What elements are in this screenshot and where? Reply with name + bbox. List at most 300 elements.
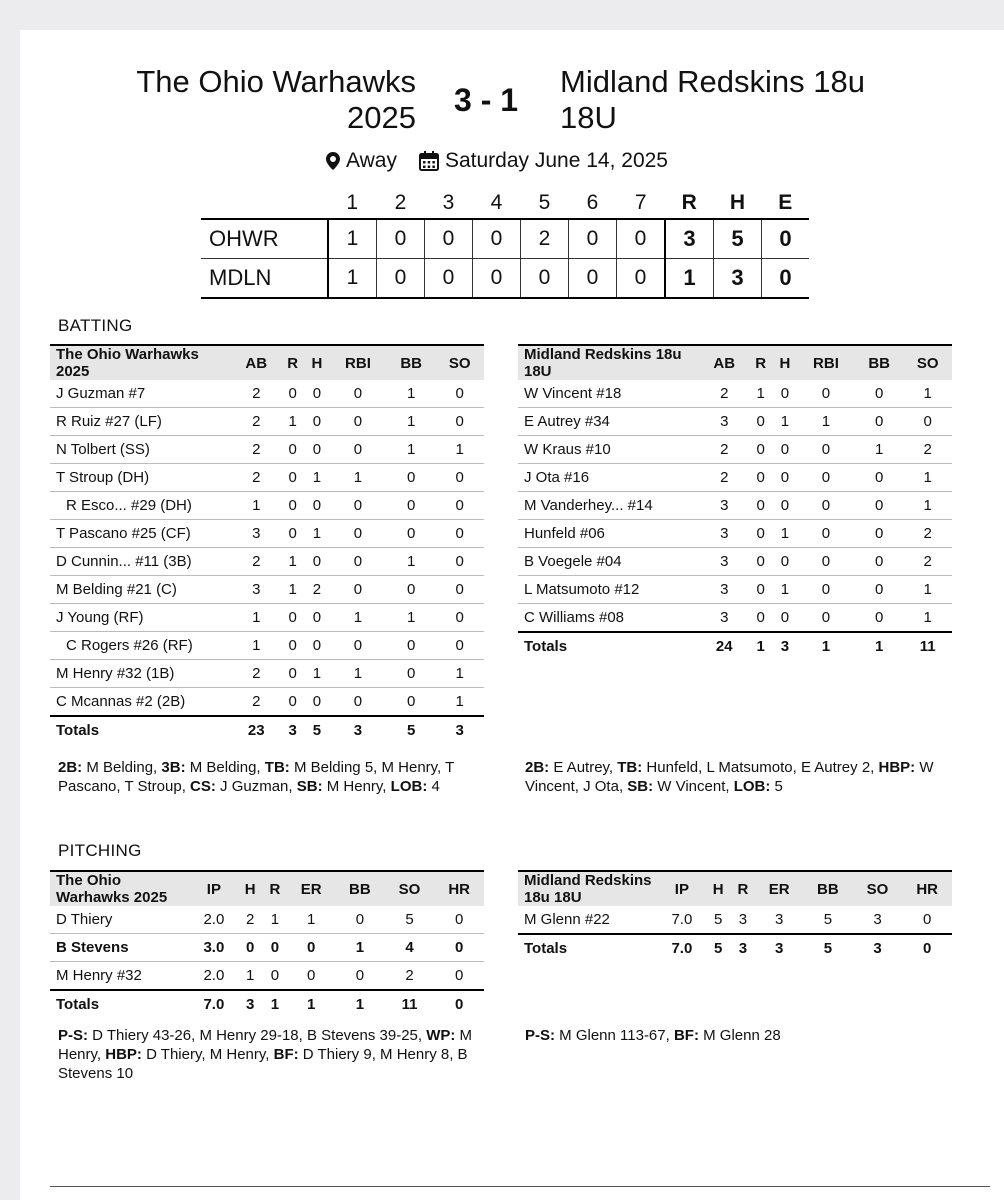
stat-cell: 0 (281, 464, 305, 492)
note-value: Hunfeld, L Matsumoto, E Autrey 2, (642, 759, 879, 776)
stat-cell: 0 (335, 962, 385, 991)
stat-cell: 0 (749, 520, 773, 548)
linescore-table (201, 188, 809, 299)
inning-score: 0 (569, 259, 617, 299)
player-name: Hunfeld #06 (518, 520, 700, 548)
runs-total: 3 (665, 219, 714, 259)
stat-cell: 1 (773, 520, 797, 548)
stat-cell: 0 (903, 408, 952, 436)
stat-cell: 0 (797, 436, 855, 464)
player-name: D Thiery (50, 906, 190, 934)
player-name: D Cunnin... #11 (3B) (50, 548, 232, 576)
table-row (50, 408, 484, 436)
stat-cell: 2.0 (190, 962, 238, 991)
stat-cell: 0 (902, 906, 952, 934)
table-row (50, 906, 484, 934)
stat-cell: 1 (855, 436, 904, 464)
note-key: 3B: (161, 759, 186, 776)
linescore-header-row (201, 188, 809, 219)
stat-cell: 1 (232, 604, 281, 632)
stat-cell: 2.0 (190, 906, 238, 934)
totals-cell: 11 (385, 990, 435, 1018)
stat-cell: 5 (706, 906, 731, 934)
stat-cell: 1 (387, 604, 436, 632)
totals-cell: 11 (903, 632, 952, 660)
stat-cell: 0 (855, 576, 904, 604)
stat-cell: 0 (749, 548, 773, 576)
stat-cell: 3.0 (190, 934, 238, 962)
note-key: TB: (264, 759, 290, 776)
totals-cell: 5 (803, 934, 853, 962)
runs-header: R (681, 191, 697, 214)
stat-cell: 0 (281, 520, 305, 548)
totals-cell: 3 (853, 934, 903, 962)
calendar-icon (419, 151, 439, 171)
note-value: M Belding, (185, 759, 265, 776)
stat-cell: 0 (855, 520, 904, 548)
stat-cell: 1 (281, 548, 305, 576)
errors-header: E (778, 191, 793, 214)
totals-cell: 7.0 (190, 990, 238, 1018)
stat-cell: 5 (803, 906, 853, 934)
column-header: R (263, 871, 288, 906)
table-row (518, 520, 952, 548)
inning-score: 0 (377, 219, 425, 259)
table-row (50, 548, 484, 576)
player-name: C Williams #08 (518, 604, 700, 633)
column-header: H (773, 345, 797, 380)
table-header-row (50, 871, 484, 906)
stat-cell: 2 (232, 408, 281, 436)
stat-cell: 0 (329, 688, 387, 717)
stat-cell: 2 (700, 464, 749, 492)
stat-cell: 0 (797, 548, 855, 576)
stat-cell: 0 (749, 604, 773, 633)
away-team-line2: 18U (560, 100, 617, 135)
totals-cell: 7.0 (658, 934, 706, 962)
stat-cell: 0 (855, 408, 904, 436)
stat-cell: 1 (435, 660, 484, 688)
location-pin-icon (326, 152, 340, 170)
table-body (518, 380, 952, 660)
away-pitching-notes (525, 1026, 945, 1045)
home-team-name (136, 64, 416, 136)
table-row (50, 436, 484, 464)
column-header: BB (855, 345, 904, 380)
team-column-header: Midland Redskins 18u 18U (518, 871, 658, 906)
note-value: M Glenn 28 (698, 1027, 781, 1044)
table-row (50, 962, 484, 991)
linescore-row-away (201, 259, 809, 299)
stat-cell: 0 (329, 632, 387, 660)
note-value: 4 (427, 778, 440, 795)
stat-cell: 0 (435, 492, 484, 520)
stat-cell: 0 (335, 906, 385, 934)
stat-cell: 3 (700, 408, 749, 436)
column-header: H (238, 871, 263, 906)
table-header-row (518, 871, 952, 906)
inning-score: 1 (328, 259, 377, 299)
player-name: B Stevens (50, 934, 190, 962)
stat-cell: 1 (797, 408, 855, 436)
stat-cell: 0 (387, 632, 436, 660)
note-key: BF: (673, 1027, 699, 1044)
column-header: SO (903, 345, 952, 380)
inning-score: 0 (473, 219, 521, 259)
stat-cell: 0 (329, 520, 387, 548)
player-name: B Voegele #04 (518, 548, 700, 576)
inning-score: 2 (521, 219, 569, 259)
stat-cell: 2 (903, 436, 952, 464)
stat-cell: 0 (387, 660, 436, 688)
player-name: R Esco... #29 (DH) (50, 492, 232, 520)
player-name: N Tolbert (SS) (50, 436, 232, 464)
totals-row (50, 716, 484, 744)
table-row (518, 436, 952, 464)
totals-cell: 3 (435, 716, 484, 744)
note-key: P-S: (58, 1027, 88, 1044)
player-name: J Ota #16 (518, 464, 700, 492)
note-value: D Thiery 43-26, M Henry 29-18, B Stevens 39-25, (88, 1027, 427, 1044)
column-header: RBI (797, 345, 855, 380)
column-header: IP (190, 871, 238, 906)
totals-label: Totals (50, 990, 190, 1018)
stat-cell: 2 (232, 380, 281, 408)
stat-cell: 2 (903, 520, 952, 548)
totals-cell: 5 (387, 716, 436, 744)
stat-cell: 1 (232, 632, 281, 660)
stat-cell: 0 (435, 408, 484, 436)
stat-cell: 0 (329, 548, 387, 576)
totals-cell: 1 (263, 990, 288, 1018)
table-row (50, 660, 484, 688)
note-key: SB: (296, 778, 323, 795)
totals-row (518, 632, 952, 660)
away-team-line1: Midland Redskins 18u (560, 64, 866, 99)
totals-label: Totals (518, 934, 658, 962)
note-key: TB: (617, 759, 643, 776)
stat-cell: 3 (755, 906, 803, 934)
column-header: ER (755, 871, 803, 906)
player-name: E Autrey #34 (518, 408, 700, 436)
table-row (518, 380, 952, 408)
column-header: SO (385, 871, 435, 906)
column-header: HR (902, 871, 952, 906)
inning-header: 4 (490, 191, 503, 214)
stat-cell: 0 (329, 436, 387, 464)
note-value: E Autrey, (549, 759, 618, 776)
stat-cell: 0 (773, 436, 797, 464)
note-value: M Belding, (82, 759, 162, 776)
inning-score: 0 (377, 259, 425, 299)
player-name: M Belding #21 (C) (50, 576, 232, 604)
totals-cell: 0 (434, 990, 484, 1018)
column-header: AB (700, 345, 749, 380)
stat-cell: 0 (797, 520, 855, 548)
player-name: M Vanderhey... #14 (518, 492, 700, 520)
table-row (50, 464, 484, 492)
stat-cell: 0 (263, 962, 288, 991)
stat-cell: 3 (700, 548, 749, 576)
note-key: HBP: (878, 759, 916, 776)
stat-cell: 0 (281, 660, 305, 688)
player-name: L Matsumoto #12 (518, 576, 700, 604)
table-body (518, 906, 952, 962)
stat-cell: 0 (855, 548, 904, 576)
pitching-section-title: PITCHING (58, 841, 142, 860)
column-header: R (749, 345, 773, 380)
stat-cell: 2 (700, 436, 749, 464)
note-value: 5 (770, 778, 783, 795)
note-value: M Henry, (322, 778, 391, 795)
column-header: IP (658, 871, 706, 906)
inning-header: 3 (442, 191, 455, 214)
note-value: M Henry, (58, 1027, 473, 1063)
stat-cell: 0 (434, 906, 484, 934)
stat-cell: 3 (232, 576, 281, 604)
note-value: J Guzman, (215, 778, 297, 795)
stat-cell: 1 (263, 906, 288, 934)
stat-cell: 3 (700, 604, 749, 633)
game-date: Saturday June 14, 2025 (444, 149, 668, 172)
home-batting-notes (58, 758, 468, 796)
note-key: HBP: (105, 1046, 142, 1063)
inning-header: 5 (538, 191, 551, 214)
stat-cell: 1 (329, 464, 387, 492)
stat-cell: 0 (749, 576, 773, 604)
game-header (20, 64, 1004, 144)
home-team-line2: 2025 (347, 100, 416, 135)
totals-label: Totals (50, 716, 232, 744)
stat-cell: 0 (305, 548, 329, 576)
stat-cell: 3 (232, 520, 281, 548)
stat-cell: 0 (287, 934, 335, 962)
stat-cell: 1 (287, 906, 335, 934)
stat-cell: 7.0 (658, 906, 706, 934)
stat-cell: 1 (773, 576, 797, 604)
table-row (518, 604, 952, 633)
team-column-header: The Ohio Warhawks 2025 (50, 345, 232, 380)
totals-cell: 1 (335, 990, 385, 1018)
final-score: 3 - 1 (454, 82, 519, 118)
inning-score: 0 (425, 259, 473, 299)
column-header: R (731, 871, 756, 906)
totals-cell: 3 (329, 716, 387, 744)
player-name: W Vincent #18 (518, 380, 700, 408)
stat-cell: 0 (749, 408, 773, 436)
runs-total: 1 (665, 259, 714, 299)
stat-cell: 1 (903, 576, 952, 604)
stat-cell: 1 (903, 464, 952, 492)
stat-cell: 2 (232, 688, 281, 717)
column-header: BB (335, 871, 385, 906)
column-header: SO (853, 871, 903, 906)
stat-cell: 0 (435, 380, 484, 408)
note-value: M Belding 5, M Henry, T Pascano, T Stroup, (58, 759, 455, 795)
stat-cell: 0 (305, 436, 329, 464)
column-header: BB (803, 871, 853, 906)
totals-cell: 1 (287, 990, 335, 1018)
table-row (518, 906, 952, 934)
stat-cell: 1 (305, 660, 329, 688)
stat-cell: 2 (232, 660, 281, 688)
note-key: BF: (273, 1046, 299, 1063)
stat-cell: 0 (305, 632, 329, 660)
player-name: M Henry #32 (1B) (50, 660, 232, 688)
table-body (50, 906, 484, 1018)
stat-cell: 0 (773, 464, 797, 492)
player-name: C Mcannas #2 (2B) (50, 688, 232, 717)
stat-cell: 0 (287, 962, 335, 991)
inning-score: 0 (425, 219, 473, 259)
column-header: H (706, 871, 731, 906)
stat-cell: 2 (238, 906, 263, 934)
stat-cell: 1 (281, 408, 305, 436)
errors-total: 0 (762, 259, 810, 299)
inning-header: 6 (586, 191, 599, 214)
stat-cell: 1 (329, 604, 387, 632)
location-label: Away (346, 149, 397, 172)
stat-cell: 0 (797, 380, 855, 408)
stat-cell: 3 (853, 906, 903, 934)
inning-score: 0 (473, 259, 521, 299)
column-header: RBI (329, 345, 387, 380)
note-key: SB: (627, 778, 654, 795)
stat-cell: 0 (305, 604, 329, 632)
column-header: BB (387, 345, 436, 380)
inning-header: 2 (394, 191, 407, 214)
table-header-row (50, 345, 484, 380)
stat-cell: 0 (797, 576, 855, 604)
stat-cell: 0 (329, 380, 387, 408)
inning-header: 7 (634, 191, 647, 214)
stat-cell: 3 (700, 576, 749, 604)
home-pitching-table (50, 870, 484, 1018)
totals-cell: 5 (706, 934, 731, 962)
totals-cell: 3 (238, 990, 263, 1018)
stat-cell: 1 (335, 934, 385, 962)
column-header: AB (232, 345, 281, 380)
stat-cell: 0 (773, 548, 797, 576)
stat-cell: 0 (435, 632, 484, 660)
stat-cell: 2 (385, 962, 435, 991)
home-batting-table (50, 344, 484, 744)
table-row (50, 934, 484, 962)
totals-cell: 3 (773, 632, 797, 660)
totals-cell: 5 (305, 716, 329, 744)
away-batting-table (518, 344, 952, 660)
table-row (50, 520, 484, 548)
note-key: LOB: (390, 778, 428, 795)
stat-cell: 0 (435, 464, 484, 492)
away-batting-notes (525, 758, 945, 796)
stat-cell: 3 (700, 492, 749, 520)
footer-divider (50, 1186, 990, 1187)
hits-total: 5 (714, 219, 762, 259)
stat-cell: 2 (232, 464, 281, 492)
box-score-page (20, 30, 1004, 1200)
stat-cell: 0 (855, 492, 904, 520)
note-value: W Vincent, J Ota, (525, 759, 934, 795)
table-row (50, 576, 484, 604)
stat-cell: 1 (903, 492, 952, 520)
table-header-row (518, 345, 952, 380)
stat-cell: 0 (773, 604, 797, 633)
stat-cell: 0 (387, 464, 436, 492)
stat-cell: 0 (281, 688, 305, 717)
stat-cell: 0 (305, 688, 329, 717)
stat-cell: 1 (232, 492, 281, 520)
away-team-name (560, 64, 865, 136)
stat-cell: 1 (305, 464, 329, 492)
totals-cell: 3 (281, 716, 305, 744)
stat-cell: 0 (329, 408, 387, 436)
table-row (518, 464, 952, 492)
note-value: D Thiery 9, M Henry 8, B Stevens 10 (58, 1046, 468, 1082)
inning-score: 0 (569, 219, 617, 259)
column-header: H (305, 345, 329, 380)
stat-cell: 3 (731, 906, 756, 934)
hits-total: 3 (714, 259, 762, 299)
stat-cell: 0 (435, 576, 484, 604)
table-row (50, 604, 484, 632)
player-name: J Guzman #7 (50, 380, 232, 408)
player-name: T Pascano #25 (CF) (50, 520, 232, 548)
linescore-row-home (201, 219, 809, 259)
table-row (50, 380, 484, 408)
stat-cell: 0 (797, 492, 855, 520)
stat-cell: 0 (387, 688, 436, 717)
table-body (50, 380, 484, 744)
table-row (50, 492, 484, 520)
stat-cell: 0 (749, 464, 773, 492)
stat-cell: 3 (700, 520, 749, 548)
note-key: 2B: (58, 759, 83, 776)
stat-cell: 1 (749, 380, 773, 408)
totals-cell: 1 (797, 632, 855, 660)
totals-cell: 0 (902, 934, 952, 962)
stat-cell: 1 (903, 604, 952, 633)
table-row (518, 408, 952, 436)
stat-cell: 0 (281, 632, 305, 660)
player-name: M Glenn #22 (518, 906, 658, 934)
stat-cell: 0 (435, 604, 484, 632)
player-name: T Stroup (DH) (50, 464, 232, 492)
totals-row (50, 990, 484, 1018)
player-name: J Young (RF) (50, 604, 232, 632)
stat-cell: 0 (749, 492, 773, 520)
totals-cell: 24 (700, 632, 749, 660)
stat-cell: 0 (435, 520, 484, 548)
table-row (518, 576, 952, 604)
stat-cell: 2 (232, 548, 281, 576)
team-column-header: Midland Redskins 18u 18U (518, 345, 700, 380)
stat-cell: 0 (263, 934, 288, 962)
hits-header: H (729, 191, 746, 214)
table-row (50, 688, 484, 717)
note-key: CS: (190, 778, 216, 795)
note-key: WP: (426, 1027, 456, 1044)
player-name: R Ruiz #27 (LF) (50, 408, 232, 436)
stat-cell: 1 (773, 408, 797, 436)
stat-cell: 0 (855, 604, 904, 633)
note-key: P-S: (525, 1027, 555, 1044)
stat-cell: 0 (434, 962, 484, 991)
note-value: M Glenn 113-67, (555, 1027, 674, 1044)
player-name: C Rogers #26 (RF) (50, 632, 232, 660)
stat-cell: 0 (281, 492, 305, 520)
column-header: SO (435, 345, 484, 380)
